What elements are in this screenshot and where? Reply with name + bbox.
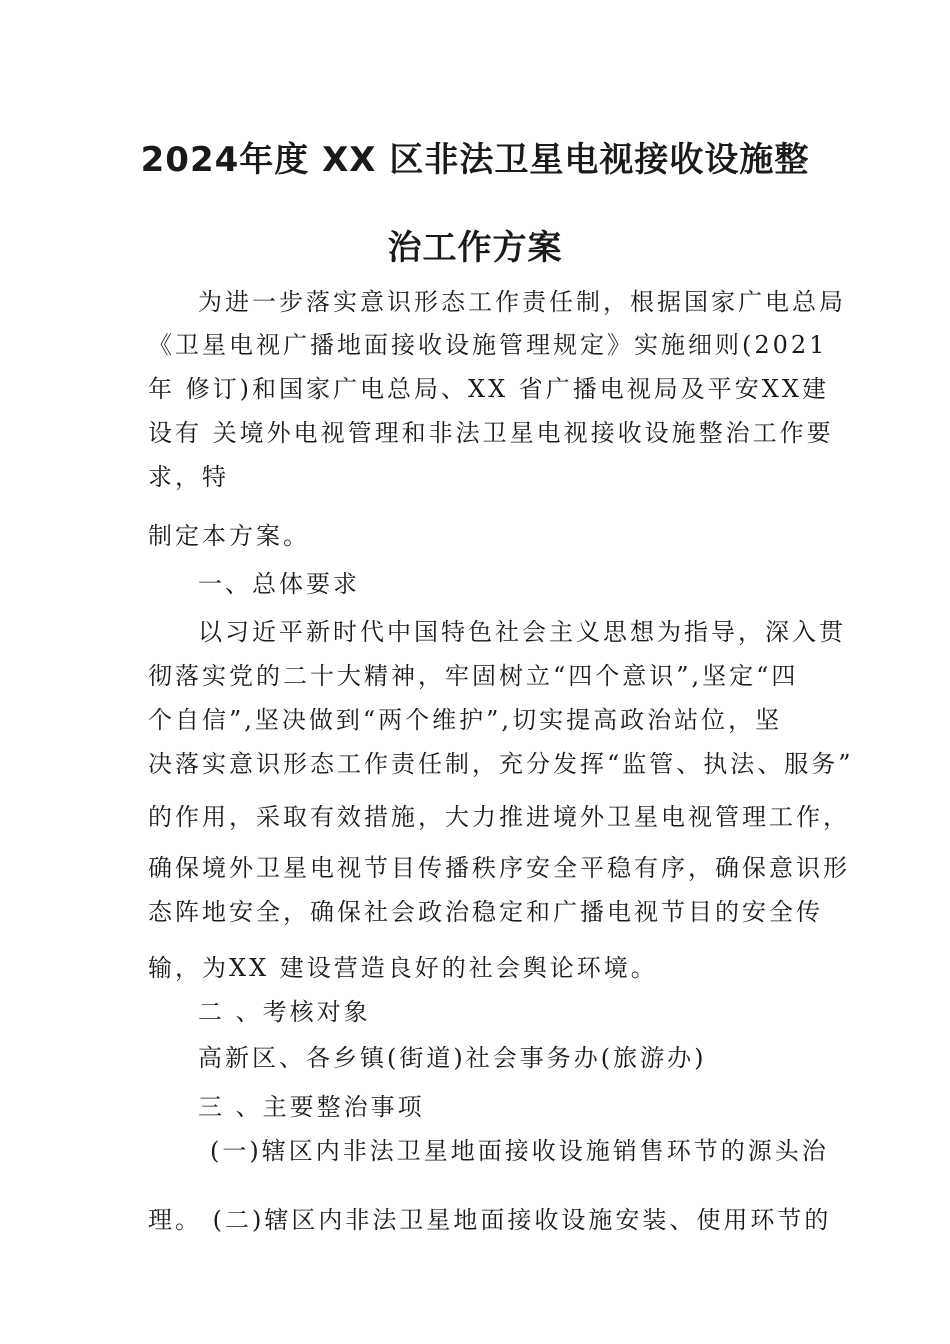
section-body-line: 态阵地安全，确保社会政治稳定和广播电视节目的安全传	[148, 898, 823, 926]
section-body-line: 的作用，采取有效措施，大力推进境外卫星电视管理工作，	[148, 803, 850, 831]
intro-line: 设有 关境外电视管理和非法卫星电视接收设施整治工作要	[148, 419, 834, 447]
section-body-line: 以习近平新时代中国特色社会主义思想为指导，深入贯	[198, 618, 846, 646]
intro-line: 《卫星电视广播地面接收设施管理规定》实施细则(2021	[148, 331, 828, 359]
section-body-line: 个自信”,坚决做到“两个维护”,切实提高政治站位，坚	[148, 706, 783, 734]
document-title-line-2: 治工作方案	[387, 228, 563, 268]
section-body-line: 高新区、各乡镇(街道)社会事务办(旅游办)	[198, 1044, 707, 1072]
section-heading: 二 、考核对象	[198, 998, 371, 1026]
section-body-line: 理。 (二)辖区内非法卫星地面接收设施安装、使用环节的	[148, 1206, 832, 1234]
section-body-line: 输，为XX 建设营造良好的社会舆论环境。	[148, 954, 658, 982]
intro-line: 求，特	[148, 463, 229, 491]
intro-line: 制定本方案。	[148, 522, 310, 550]
intro-line: 年 修订)和国家广电总局、XX 省广播电视局及平安XX建	[148, 375, 829, 403]
section-body-line: 确保境外卫星电视节目传播秩序安全平稳有序，确保意识形	[148, 854, 850, 882]
document-title-line-1: 2024年度 XX 区非法卫星电视接收设施整	[140, 140, 810, 180]
section-body-line: 决落实意识形态工作责任制，充分发挥“监管、执法、服务”	[148, 750, 854, 778]
section-heading: 三 、主要整治事项	[198, 1093, 425, 1121]
section-heading: 一、总体要求	[198, 570, 360, 598]
section-body-line: 彻落实党的二十大精神，牢固树立“四个意识”,坚定“四	[148, 662, 799, 690]
section-body-line: (一)辖区内非法卫星地面接收设施销售环节的源头治	[210, 1137, 829, 1165]
intro-line: 为进一步落实意识形态工作责任制，根据国家广电总局	[198, 288, 846, 316]
